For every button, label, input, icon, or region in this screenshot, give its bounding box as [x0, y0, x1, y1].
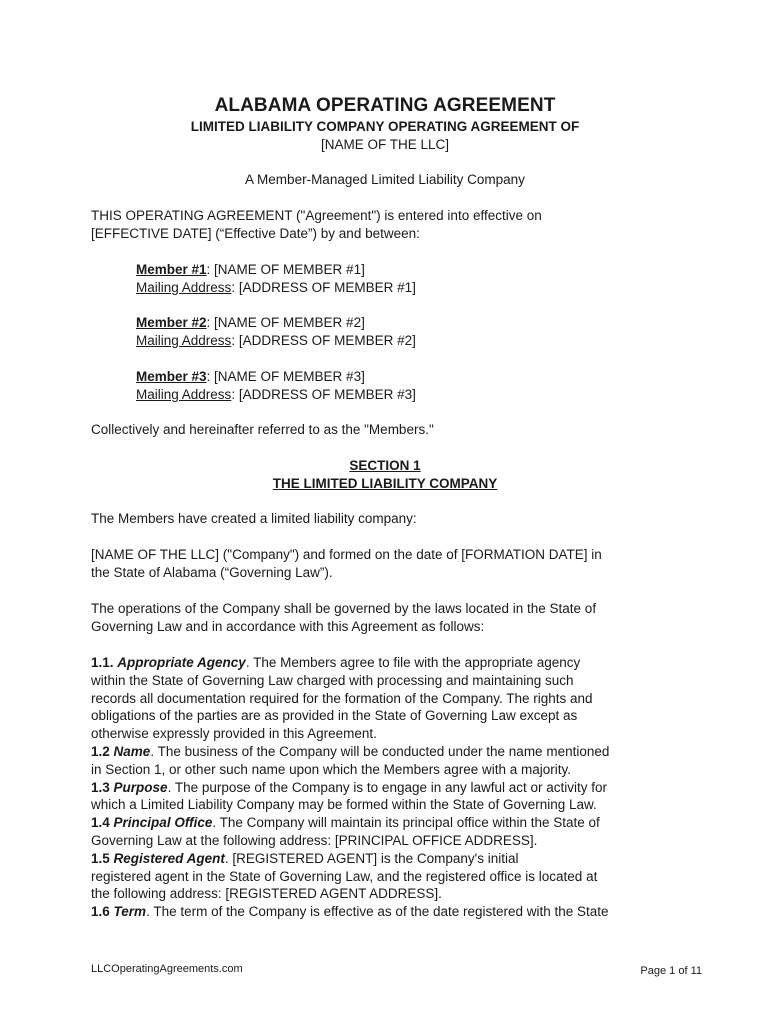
- member-name: : [NAME OF MEMBER #1]: [206, 262, 365, 277]
- clause-number: 1.4: [91, 815, 110, 831]
- clause-text: . The Company will maintain its principal office within the State of: [212, 815, 600, 831]
- clause-text: . The business of the Company will be conducted under the name mentioned: [150, 743, 610, 759]
- clause-line: [91, 779, 681, 797]
- clause-name: Purpose: [113, 779, 168, 795]
- clause-text: . The term of the Company is effective as of the date registered with the State: [146, 904, 609, 920]
- member-name: : [NAME OF MEMBER #2]: [206, 315, 365, 330]
- clause-text: . [REGISTERED AGENT] is the Company's initial: [224, 850, 519, 866]
- clause-line: [91, 743, 681, 761]
- clause-text: registered agent in the State of Governing Law, and the registered office is located at: [91, 868, 598, 884]
- clause-text: records all documentation required for the formation of the Company. The rights and: [91, 690, 593, 706]
- member-name-line: [136, 261, 416, 279]
- formation-paragraph: [91, 546, 681, 582]
- member-address: : [ADDRESS OF MEMBER #1]: [231, 280, 416, 295]
- page-number: Page 1 of 11: [640, 965, 702, 977]
- clause-text: Governing Law at the following address: [PRINCIPAL OFFICE ADDRESS].: [91, 832, 538, 848]
- clause-line: [91, 903, 681, 921]
- clause-text: which a Limited Liability Company may be formed within the State of Governing Law.: [91, 797, 597, 813]
- clause-text: otherwise expressly provided in this Agreement.: [91, 726, 377, 742]
- clause-item: [91, 850, 681, 903]
- clause-item: [91, 779, 681, 815]
- collective-paragraph: Collectively and hereinafter referred to as the "Members.": [91, 422, 434, 437]
- clause-line: [91, 868, 681, 886]
- address-label: Mailing Address: [136, 280, 232, 295]
- clause-number: 1.1.: [91, 655, 114, 670]
- intro-line: THIS OPERATING AGREEMENT ("Agreement") is entered into effective on: [91, 208, 542, 223]
- section-heading: SECTION 1: [349, 458, 421, 473]
- member-name: : [NAME OF MEMBER #3]: [206, 369, 365, 384]
- member-label: Member #1: [136, 262, 207, 277]
- clause-item: [91, 743, 681, 779]
- clause-text: within the State of Governing Law charged with processing and maintaining such: [91, 672, 574, 688]
- clause-line: [91, 761, 681, 779]
- clause-name: Appropriate Agency: [117, 655, 246, 670]
- member-name-line: [136, 368, 416, 386]
- clause-item: [91, 903, 681, 921]
- document-title: ALABAMA OPERATING AGREEMENT: [214, 95, 556, 116]
- clause-item: [91, 654, 681, 743]
- section-title: THE LIMITED LIABILITY COMPANY: [272, 476, 498, 491]
- member-address-line: [136, 279, 416, 297]
- clause-number: 1.3: [91, 779, 110, 795]
- paragraph-line: [NAME OF THE LLC] ("Company") and formed on the date of [FORMATION DATE] in: [91, 547, 602, 562]
- paragraph-line: The operations of the Company shall be governed by the laws located in the State of: [91, 601, 597, 616]
- clause-line: [91, 707, 681, 725]
- clause-list: [91, 654, 681, 921]
- clause-number: 1.5: [91, 850, 110, 866]
- llc-name-placeholder: [NAME OF THE LLC]: [320, 137, 450, 152]
- member-block-1: [136, 261, 416, 297]
- section-paragraph: The Members have created a limited liability company:: [91, 511, 417, 526]
- address-label: Mailing Address: [136, 333, 232, 348]
- clause-line: [91, 672, 681, 690]
- footer-site: LLCOperatingAgreements.com: [91, 963, 243, 975]
- intro-line: [EFFECTIVE DATE] (“Effective Date”) by and between:: [91, 226, 420, 241]
- clause-name: Name: [113, 743, 151, 759]
- clause-number: 1.6: [91, 904, 110, 920]
- member-name-line: [136, 314, 416, 332]
- clause-line: [91, 725, 681, 743]
- company-type: A Member-Managed Limited Liability Company: [245, 172, 525, 187]
- member-address: : [ADDRESS OF MEMBER #3]: [231, 387, 416, 402]
- clause-text: obligations of the parties are as provided in the State of Governing Law except as: [91, 708, 578, 724]
- clause-text: in Section 1, or other such name upon which the Members agree with a majority.: [91, 761, 571, 777]
- member-address: : [ADDRESS OF MEMBER #2]: [231, 333, 416, 348]
- clause-number: 1.2: [91, 743, 110, 759]
- clause-line: [91, 850, 681, 868]
- address-label: Mailing Address: [136, 387, 232, 402]
- member-block-3: [136, 368, 416, 404]
- clause-text: . The Members agree to file with the appropriate agency: [245, 655, 581, 670]
- clause-line: [91, 885, 681, 903]
- governing-paragraph: [91, 600, 681, 636]
- clause-item: [91, 814, 681, 850]
- clause-line: [91, 654, 681, 672]
- clause-name: Registered Agent: [113, 850, 225, 866]
- member-label: Member #2: [136, 315, 207, 330]
- clause-text: the following address: [REGISTERED AGENT ADDRESS].: [91, 886, 442, 902]
- member-address-line: [136, 386, 416, 404]
- member-label: Member #3: [136, 369, 207, 384]
- intro-paragraph: [91, 207, 681, 243]
- clause-line: [91, 690, 681, 708]
- clause-name: Principal Office: [113, 815, 213, 831]
- clause-line: [91, 796, 681, 814]
- clause-name: Term: [113, 904, 147, 920]
- clause-text: . The purpose of the Company is to engage in any lawful act or activity for: [167, 779, 608, 795]
- paragraph-line: Governing Law and in accordance with this Agreement as follows:: [91, 619, 485, 634]
- clause-line: [91, 832, 681, 850]
- member-block-2: [136, 314, 416, 350]
- member-address-line: [136, 332, 416, 350]
- paragraph-line: the State of Alabama (“Governing Law”).: [91, 565, 333, 580]
- document-subtitle: LIMITED LIABILITY COMPANY OPERATING AGREEMENT OF: [190, 119, 580, 134]
- clause-line: [91, 814, 681, 832]
